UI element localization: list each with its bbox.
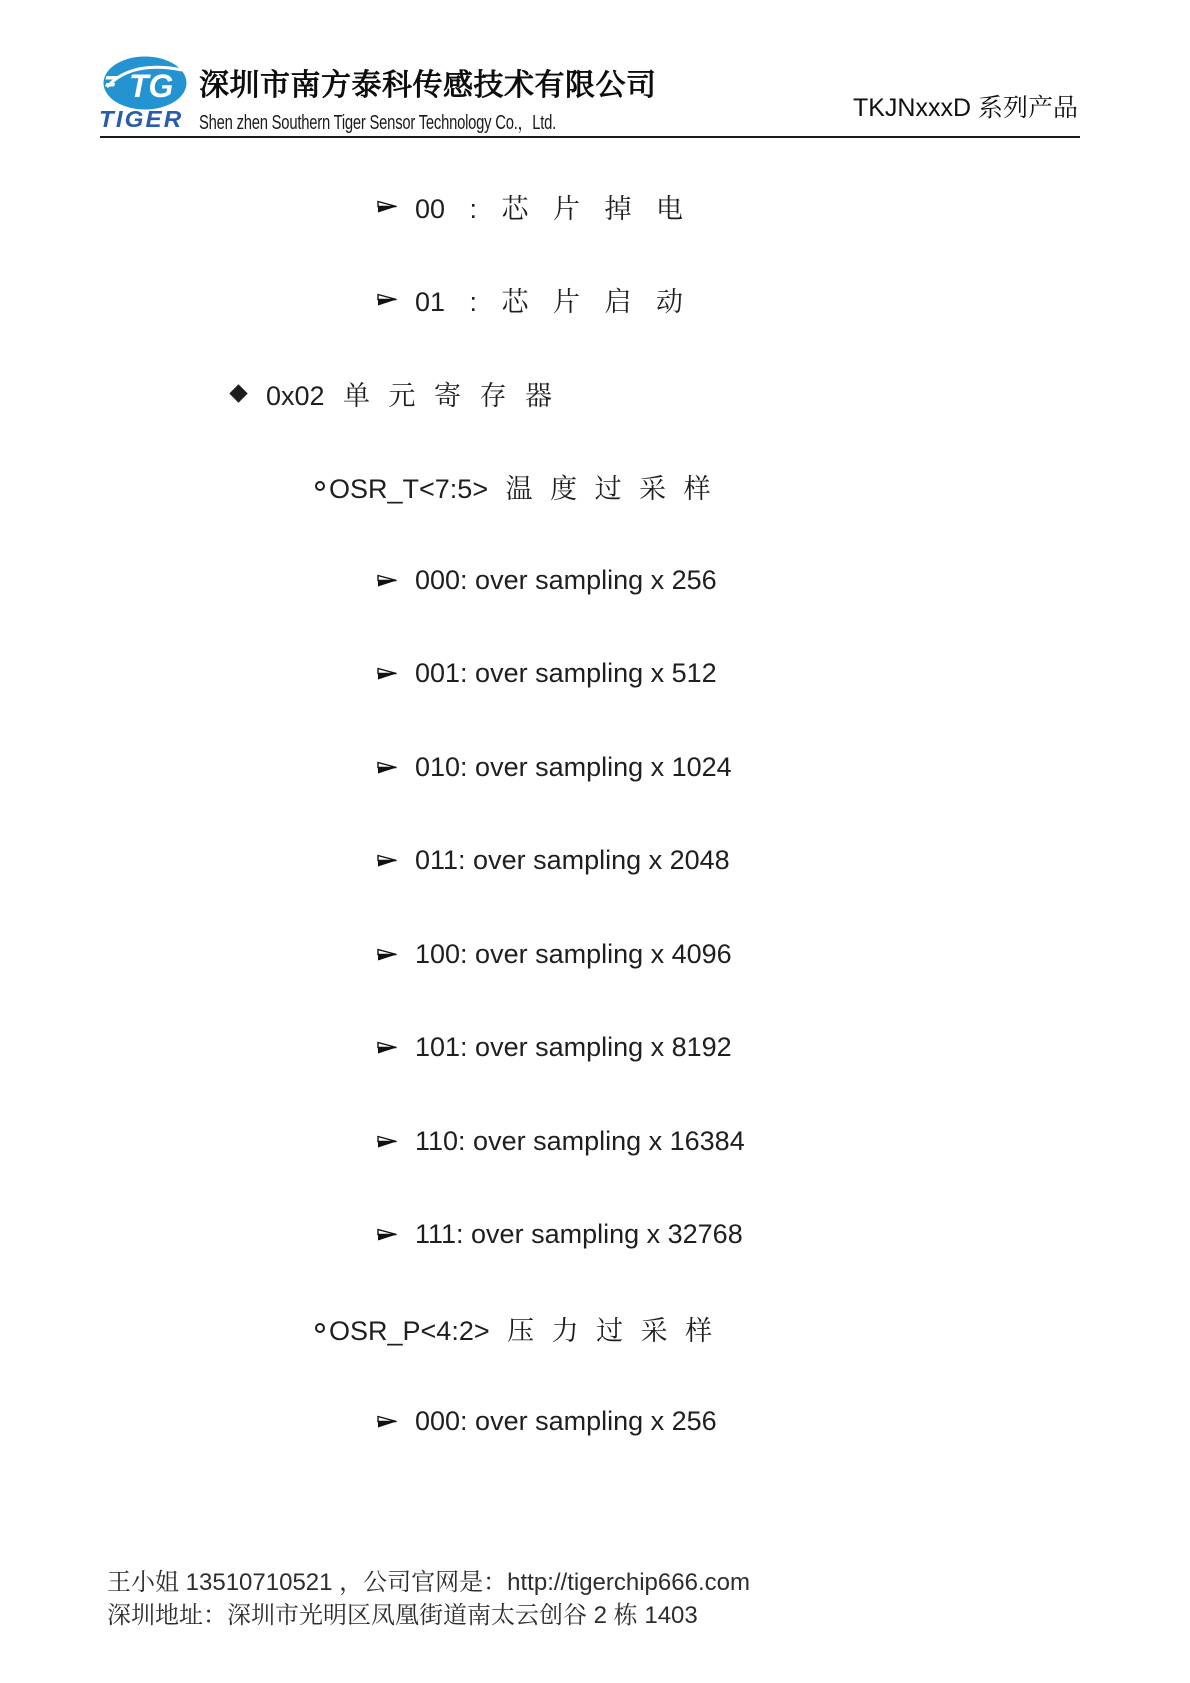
line-text: 001: over sampling x 512 xyxy=(415,657,717,688)
line-text: 111: over sampling x 32768 xyxy=(415,1218,743,1249)
doc-line xyxy=(376,1217,743,1251)
line-text: 011: over sampling x 2048 xyxy=(415,844,730,875)
line-text: 010: over sampling x 1024 xyxy=(415,751,732,782)
arrow-bullet-icon xyxy=(376,290,398,309)
doc-line xyxy=(315,469,711,503)
doc-line xyxy=(376,563,717,597)
line-text: 000: over sampling x 256 xyxy=(415,564,717,595)
arrow-bullet-icon xyxy=(376,1412,398,1431)
doc-line xyxy=(376,843,730,877)
diamond-bullet-icon xyxy=(229,384,247,402)
tiger-logo-icon xyxy=(103,56,187,110)
doc-line xyxy=(229,376,552,410)
svg-text:TG: TG xyxy=(129,68,174,104)
line-text: 01 : 芯 片 启 动 xyxy=(415,286,684,317)
doc-line xyxy=(376,1124,745,1158)
doc-line xyxy=(376,1030,732,1064)
line-text: 0x02 单 元 寄 存 器 xyxy=(266,380,553,411)
line-text: 110: over sampling x 16384 xyxy=(415,1125,745,1156)
circle-bullet-icon xyxy=(315,1323,325,1333)
line-text: 00 : 芯 片 掉 电 xyxy=(415,193,684,224)
company-name-en: Shen zhen Southern Tiger Sensor Technology Co.，Ltd. xyxy=(199,112,557,134)
line-text: OSR_P<4:2> 压 力 过 采 样 xyxy=(329,1315,713,1346)
doc-line xyxy=(376,189,683,223)
doc-line xyxy=(315,1311,712,1345)
tiger-wordmark: TIGER xyxy=(99,106,184,132)
line-text: 100: over sampling x 4096 xyxy=(415,938,732,969)
doc-line xyxy=(376,750,732,784)
arrow-bullet-icon xyxy=(376,945,398,964)
doc-line xyxy=(376,1404,717,1438)
footer-contact-line: 王小姐 13510710521 ，公司官网是：http://tigerchip666.com xyxy=(107,1569,750,1596)
arrow-bullet-icon xyxy=(376,664,398,683)
arrow-bullet-icon xyxy=(376,758,398,777)
page-footer xyxy=(107,1566,750,1632)
doc-line xyxy=(376,282,683,316)
line-text: OSR_T<7:5> 温 度 过 采 样 xyxy=(329,473,711,504)
arrow-bullet-icon xyxy=(376,1225,398,1244)
doc-line xyxy=(376,937,732,971)
arrow-bullet-icon xyxy=(376,1132,398,1151)
header-divider xyxy=(100,136,1080,138)
line-text: 000: over sampling x 256 xyxy=(415,1405,717,1436)
company-name-zh: 深圳市南方泰科传感技术有限公司 xyxy=(199,69,657,102)
circle-bullet-icon xyxy=(315,481,325,491)
doc-line xyxy=(376,656,717,690)
product-series-label: TKJNxxxD 系列产品 xyxy=(852,94,1078,122)
footer-address-line: 深圳地址：深圳市光明区凤凰街道南太云创谷 2 栋 1403 xyxy=(107,1602,698,1629)
arrow-bullet-icon xyxy=(376,1038,398,1057)
arrow-bullet-icon xyxy=(376,571,398,590)
arrow-bullet-icon xyxy=(376,197,398,216)
arrow-bullet-icon xyxy=(376,851,398,870)
line-text: 101: over sampling x 8192 xyxy=(415,1031,732,1062)
